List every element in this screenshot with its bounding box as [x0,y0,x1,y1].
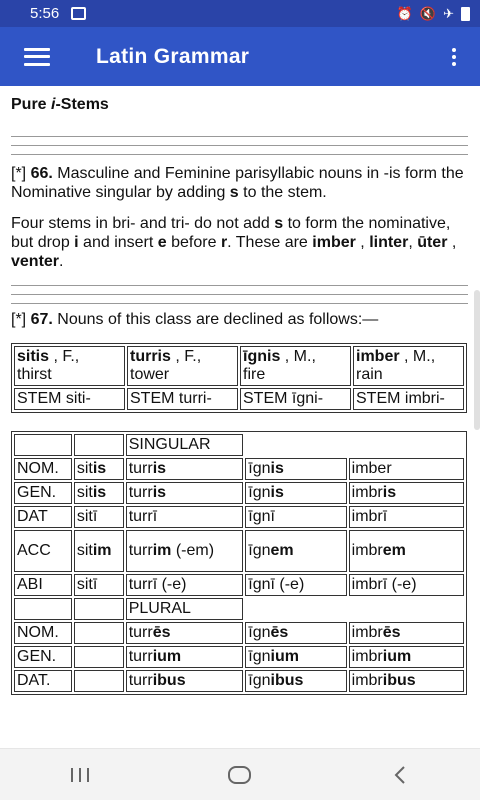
divider [11,294,468,295]
case-label: DAT [14,506,72,528]
app-title: Latin Grammar [96,44,250,68]
stem-text: īgn [248,460,271,477]
section-number: 67. [30,311,53,328]
airplane-icon: ✈ [443,5,454,21]
stem-text: sitī [76,508,98,525]
text: , [355,234,370,251]
stem-text: turr [128,484,153,501]
stem-label: STEM īgni- [240,388,351,410]
form-cell [126,482,244,504]
stem-text: īgn [248,648,271,665]
stem-cell [127,346,238,386]
form-cell [245,622,346,644]
ending-text: im [92,542,112,559]
form-cell [349,622,464,644]
ending-text: ibus [270,672,304,689]
section-number: 66. [30,165,53,182]
image-notification-icon [71,7,86,20]
form-cell [349,458,464,480]
app-bar [0,27,480,86]
scrollbar[interactable] [474,290,480,430]
stem-text: īgn [248,542,271,559]
form-cell [126,506,244,528]
stem-text: sitī [76,576,98,593]
bold-letter: i [74,234,79,251]
battery-icon [461,7,470,21]
mute-icon: 🔇 [419,5,437,21]
form-cell [74,458,124,480]
number-header: SINGULAR [126,434,244,456]
text: , [408,234,418,251]
form-cell [245,670,346,692]
gender: , M., [280,348,316,365]
ending-text: ēs [152,624,171,641]
status-bar [0,0,480,27]
stem-text: imber [351,460,392,477]
text: , [447,234,457,251]
gender: , M., [399,348,436,365]
ending-text: is [152,460,167,477]
ending-text: ibus [382,672,416,689]
text: to form the nominative, but drop [11,215,451,251]
alarm-icon: ⏰ [396,5,413,21]
spacer [245,598,346,620]
stem-text: turrī (-e) [128,576,187,593]
nav-bar [0,748,480,800]
home-icon[interactable] [210,755,270,795]
recent-apps-icon[interactable] [50,755,110,795]
form-cell [349,670,464,692]
form-cell [349,482,464,504]
case-label: DAT. [14,670,72,692]
stem-text: turr [128,542,153,559]
form-cell [126,574,244,596]
stem-text: īgn [248,624,271,641]
form-cell [126,670,244,692]
form-cell [349,506,464,528]
divider [11,136,468,137]
spacer [349,598,464,620]
bold-word: ūter [417,234,448,251]
form-cell [349,646,464,668]
footnote-marker[interactable]: [*] [11,311,31,328]
meaning: thirst [17,366,52,383]
text: Masculine and Feminine parisyllabic nouns in -is form the Nominative singular by adding [11,165,464,201]
text: Nouns of this class are declined as follows:— [52,311,379,328]
number-header: PLURAL [126,598,244,620]
form-cell [245,458,346,480]
form-cell [74,482,124,504]
form-cell [245,530,346,572]
stem-label: STEM turri- [127,388,238,410]
ending-text: ium [270,648,299,665]
word: imber [356,348,400,365]
divider [11,145,468,146]
declension-table [11,431,467,695]
stem-text: sit [76,460,93,477]
form-cell [74,646,124,668]
stem-text: imbrī (-e) [351,576,417,593]
text: and insert [78,234,158,251]
case-label: GEN. [14,482,72,504]
meaning: tower [130,366,170,383]
stem-cell [240,346,351,386]
stem-cell [14,346,125,386]
ending-text: em [382,542,406,559]
bold-word: imber [312,234,356,251]
ending-text: ium [382,648,412,665]
ending-text: is [92,460,107,477]
ending-text: ēs [270,624,289,641]
text: before [166,234,221,251]
bold-letter: s [229,184,239,201]
divider [11,303,468,304]
bold-word: venter [11,253,60,270]
case-label: NOM. [14,458,72,480]
case-label: ACC [14,530,72,572]
blank-cell [74,434,124,456]
form-cell [245,646,346,668]
form-cell [126,458,244,480]
form-cell [349,530,464,572]
form-cell [74,506,124,528]
more-vert-icon[interactable] [452,48,456,66]
stem-cell [353,346,464,386]
form-cell [349,574,464,596]
bold-letter: e [157,234,167,251]
form-cell [74,574,124,596]
case-label: ABI [14,574,72,596]
footnote-marker[interactable]: [*] [11,165,31,182]
stem-text: turr [128,672,153,689]
stem-text: turr [128,648,153,665]
blank-cell [74,598,124,620]
blank-cell [14,434,72,456]
stem-text: īgnī (-e) [248,576,305,593]
text: . These are [227,234,313,251]
ending-text: is [92,484,107,501]
ending-text: is [152,484,167,501]
bold-word: linter [369,234,409,251]
stem-text: turr [128,624,153,641]
status-icons [397,6,470,22]
text: . [59,253,64,270]
stem-text: sit [76,484,93,501]
status-time: 5:56 [30,5,60,22]
spacer [245,434,346,456]
form-cell [74,622,124,644]
form-cell [126,646,244,668]
divider [11,285,468,286]
stem-label: STEM imbri- [353,388,464,410]
section-heading [11,96,469,114]
form-cell [126,622,244,644]
bold-letter: s [274,215,284,232]
text: to the stem. [238,184,327,201]
form-cell [126,530,244,572]
stems-table [11,343,467,413]
stem-text: sit [76,542,93,559]
form-cell [74,670,124,692]
case-label: GEN. [14,646,72,668]
ending-text: is [270,484,284,501]
word: turris [130,348,171,365]
meaning: fire [243,366,266,383]
divider [11,154,468,155]
stem-text: imbr [351,672,383,689]
ending-text: is [382,484,397,501]
ending-text: is [270,460,284,477]
stem-text: īgn [248,672,271,689]
blank-cell [14,598,72,620]
paragraph-66 [11,164,469,202]
ending-text: ēs [382,624,401,641]
stem-text: imbr [351,542,383,559]
stem-text: imbr [351,648,383,665]
case-label: NOM. [14,622,72,644]
heading-prefix: Pure [11,96,52,113]
form-cell [245,506,346,528]
stem-text: imbr [351,624,383,641]
paragraph-66b [11,214,469,271]
stem-text: imbr [351,484,383,501]
form-cell [74,530,124,572]
form-cell [245,574,346,596]
word: īgnis [243,348,281,365]
stem-text: turrī [128,508,158,525]
word: sitis [17,348,50,365]
stem-label: STEM siti- [14,388,125,410]
stem-text: turr [128,460,153,477]
bold-letter: r [220,234,228,251]
ending-text: ibus [152,672,186,689]
ending-text: ium [152,648,182,665]
variant-text: (-em) [171,542,215,559]
paragraph-67 [11,310,469,329]
gender: , F., [170,348,202,365]
stem-text: īgn [248,484,271,501]
meaning: rain [356,366,383,383]
heading-italic: i [51,96,56,113]
heading-suffix: -Stems [55,96,109,113]
form-cell [245,482,346,504]
ending-text: im [152,542,172,559]
spacer [349,434,464,456]
stem-text: īgnī [248,508,275,525]
stem-text: imbrī [351,508,388,525]
back-icon[interactable] [370,755,430,795]
gender: , F., [49,348,80,365]
ending-text: em [270,542,294,559]
content-area[interactable] [0,86,480,748]
text: Four stems in bri- and tri- do not add [11,215,275,232]
hamburger-menu-icon[interactable] [24,48,50,66]
